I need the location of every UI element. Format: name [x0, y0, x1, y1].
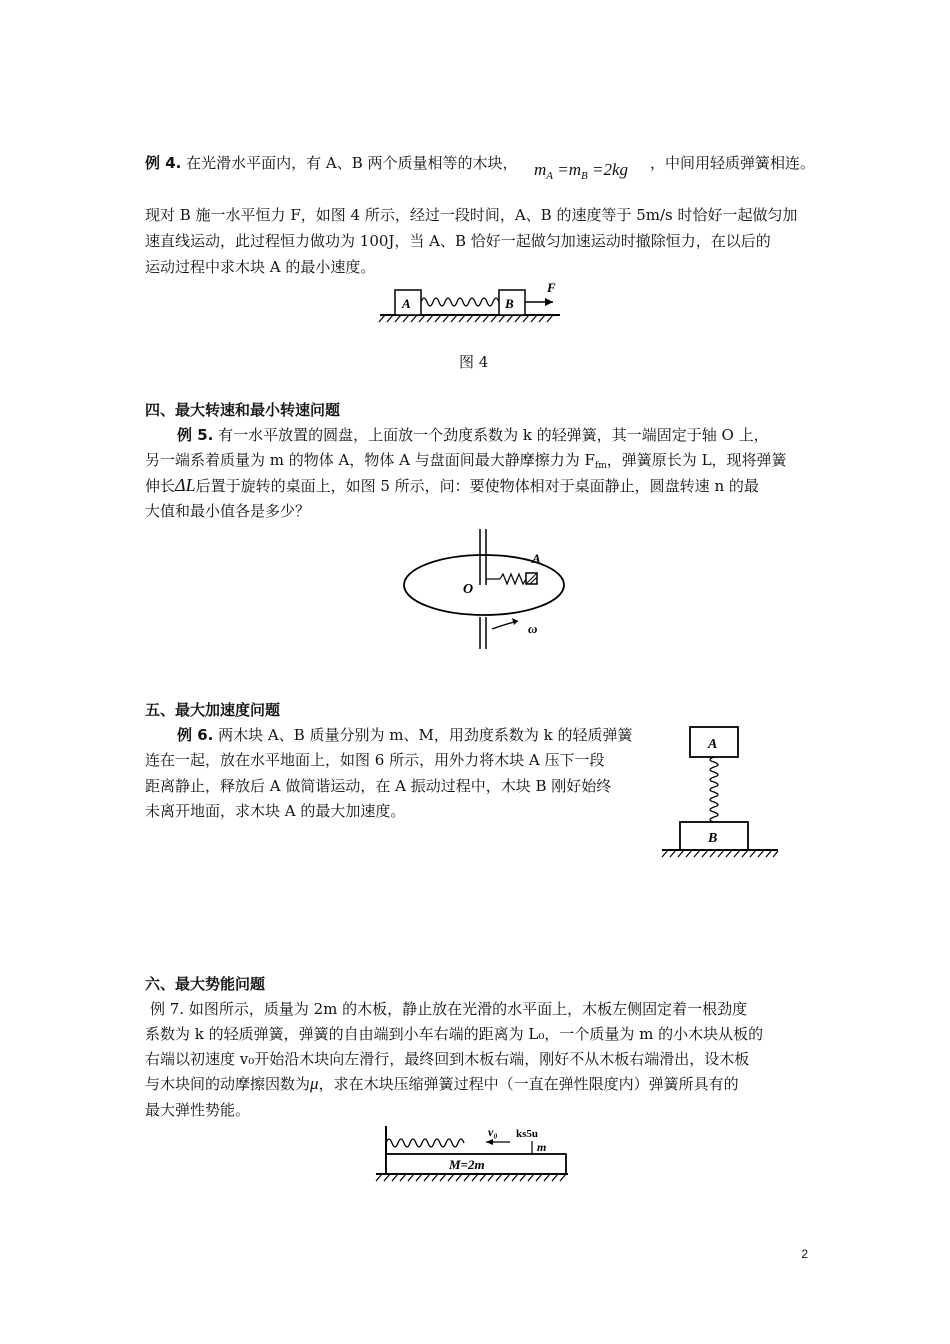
ex5-sub-fm: fm: [594, 461, 607, 471]
formula-eq1: =m: [553, 160, 582, 179]
ex5-text-2a: 另一端系着质量为 m 的物体 A，物体 A 与盘面间最大静摩擦力为 F: [145, 451, 595, 469]
ex6-text-1: 两木块 A、B 质量分别为 m、M，用劲度系数为 k 的轻质弹簧: [218, 726, 633, 744]
ex5-line-4: 大值和最小值各是多少？: [145, 502, 311, 520]
formula-sub-a: A: [546, 170, 554, 182]
object-a-label: A: [532, 551, 541, 566]
ex5-line-1: [177, 425, 769, 445]
page-number: 2: [801, 1247, 808, 1261]
ex7-line-3: 右端以初速度 v₀开始沿木块向左滑行，最终回到木板右端，刚好不从木板右端滑出，设木板: [145, 1050, 750, 1068]
ex4-text-1b: ，中间用轻质弹簧相连。: [650, 154, 816, 172]
section-6-heading: 六、最大势能问题: [145, 975, 266, 993]
arrow-right-icon: [545, 298, 553, 306]
ex6-label: 例 6.: [177, 726, 214, 744]
omega-label: ω: [528, 621, 538, 636]
spring-icon: [421, 298, 499, 306]
ex4-line-1: [145, 153, 518, 173]
ex7-line-5: 最大弹性势能。: [145, 1101, 251, 1119]
block-b-label: B: [505, 296, 514, 311]
figure-4-caption: 图 4: [459, 353, 489, 371]
ex7-line-4: [145, 1074, 739, 1094]
ex7-text-4a: 与木块间的动摩擦因数为: [145, 1075, 311, 1093]
ex5-text-2b: ，弹簧原长为 L，现将弹簧: [606, 451, 787, 469]
ex6-line-4: 未离开地面，求木块 A 的最大加速度。: [145, 802, 406, 820]
figure-7-diagram: [372, 1122, 572, 1187]
formula-eq2: =2kg: [587, 160, 629, 179]
ex5-text-1: 有一水平放置的圆盘，上面放一个劲度系数为 k 的轻弹簧，其一端固定于轴 O 上，: [218, 426, 769, 444]
ex5-text-3b: 后置于旋转的桌面上，如图 5 所示，问：要使物体相对于桌面静止，圆盘转速 n 的最: [195, 477, 759, 495]
block-b-label: B: [708, 831, 718, 846]
ex4-line-2: 现对 B 施一水平恒力 F，如图 4 所示，经过一段时间，A、B 的速度等于 5m/s 时恰好一起做匀加: [145, 206, 798, 224]
v0-label: v₀: [488, 1125, 498, 1139]
ex6-line-2: 连在一起，放在水平地面上，如图 6 所示，用外力将木块 A 压下一段: [145, 751, 605, 769]
ex7-text-1: 如图所示，质量为 2m 的木板，静止放在光滑的水平面上，木板左侧固定着一根劲度: [188, 1000, 748, 1018]
delta-l: ΔL: [175, 475, 196, 495]
ex7-line-1: [150, 999, 747, 1019]
ex7-label: 例 7.: [150, 1000, 185, 1018]
ex5-line-2: [145, 450, 787, 476]
block-a-label: A: [402, 296, 411, 311]
spring-icon: [386, 1139, 464, 1147]
ex4-line-3: 速直线运动，此过程恒力做功为 100J，当 A、B 恰好一起做匀加速运动时撤除恒力，在以后的: [145, 232, 771, 250]
formula-m-a: m: [534, 160, 547, 179]
figure-6-diagram: [660, 722, 785, 862]
ex6-line-1: [177, 725, 633, 745]
watermark-text: ks5u: [516, 1128, 539, 1140]
board-label: M=2m: [449, 1157, 485, 1172]
figure-5-diagram: [400, 527, 570, 652]
axis-o-label: O: [463, 582, 474, 597]
block-a-label: A: [708, 737, 718, 752]
ex4-label: 例 4.: [145, 154, 182, 172]
ex4-text-1a: 在光滑水平面内，有 A、B 两个质量相等的木块，: [186, 154, 518, 172]
force-label: F: [547, 280, 556, 295]
rotation-arrow-icon: [512, 618, 518, 625]
section-5-heading: 五、最大加速度问题: [145, 701, 281, 719]
small-block-label: m: [537, 1140, 547, 1154]
ex5-line-3: [145, 475, 759, 496]
figure-4-diagram: [375, 278, 565, 326]
ex5-text-3a: 伸长: [145, 477, 176, 495]
ex4-line-4: 运动过程中求木块 A 的最小速度。: [145, 258, 376, 276]
mu-symbol: μ: [310, 1074, 319, 1093]
ex6-line-3: 距离静止，释放后 A 做简谐运动，在 A 振动过程中，木块 B 刚好始终: [145, 777, 612, 795]
ex5-label: 例 5.: [177, 426, 214, 444]
ex4-formula: [534, 160, 628, 186]
ex7-line-2: 系数为 k 的轻质弹簧，弹簧的自由端到小车右端的距离为 L₀，一个质量为 m 的小木块从板的: [145, 1025, 764, 1043]
arrow-left-icon: [486, 1139, 493, 1145]
ex7-text-4b: ，求在木块压缩弹簧过程中（一直在弹性限度内）弹簧所具有的: [318, 1075, 739, 1093]
formula-sub-b: B: [581, 170, 588, 182]
section-4-heading: 四、最大转速和最小转速问题: [145, 401, 341, 419]
